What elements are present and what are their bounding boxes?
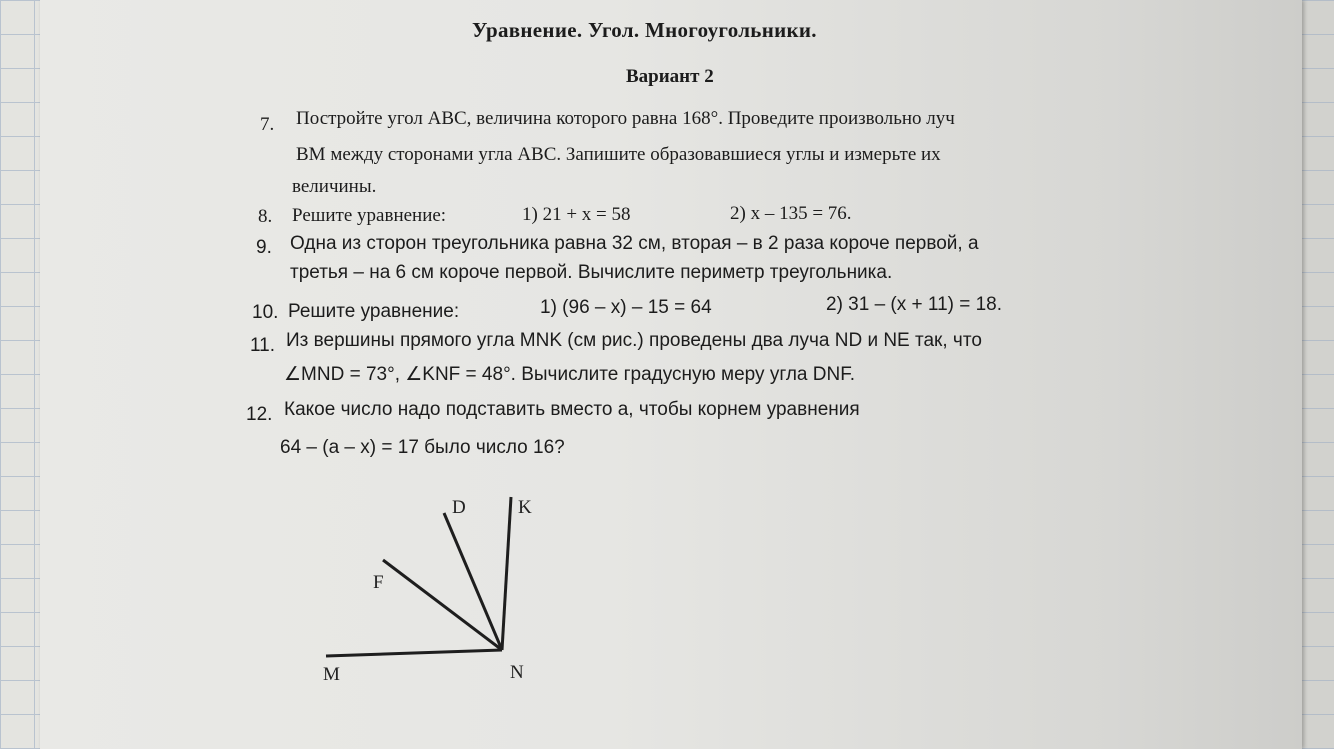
- equation-1: 1) (96 – x) – 15 = 64: [540, 297, 712, 318]
- task-line: Постройте угол АВС, величина которого равна 168°. Проведите произвольно луч: [296, 108, 955, 129]
- variant-label: Вариант 2: [626, 66, 714, 87]
- task-line: величины.: [292, 176, 377, 197]
- ray-NK: [502, 497, 511, 650]
- task-lead: Решите уравнение:: [288, 301, 460, 322]
- equation-2: 2) x – 135 = 76.: [730, 203, 852, 224]
- task-line: Какое число надо подставить вместо a, чтобы корнем уравнения: [284, 399, 860, 420]
- label-D: D: [452, 497, 466, 518]
- task-number: 7.: [260, 114, 275, 135]
- task-line: 64 – (a – x) = 17 было число 16?: [280, 437, 565, 458]
- equation-1: 1) 21 + x = 58: [522, 204, 631, 225]
- label-K: K: [518, 497, 532, 518]
- task-line: ВМ между сторонами угла АВС. Запишите образовавшиеся углы и измерьте их: [296, 144, 941, 165]
- task-line: ∠MND = 73°, ∠KNF = 48°. Вычислите градусную меру угла DNF.: [284, 364, 855, 385]
- label-M: M: [323, 664, 340, 685]
- ray-NM: [326, 650, 502, 656]
- label-N: N: [510, 662, 524, 683]
- task-line: Одна из сторон треугольника равна 32 см, вторая – в 2 раза короче первой, а: [290, 233, 979, 254]
- task-line: Из вершины прямого угла MNK (см рис.) проведены два луча ND и NE так, что: [286, 330, 982, 351]
- page-title: Уравнение. Угол. Многоугольники.: [472, 18, 817, 42]
- equation-2: 2) 31 – (x + 11) = 18.: [826, 294, 1003, 315]
- task-number: 11.: [250, 335, 276, 356]
- task-number: 8.: [258, 206, 273, 227]
- task-number: 10.: [252, 302, 279, 323]
- task-lead: Решите уравнение:: [292, 205, 447, 226]
- label-F: F: [373, 572, 384, 593]
- task-number: 12.: [246, 404, 273, 425]
- task-number: 9.: [256, 237, 272, 258]
- task-line: третья – на 6 см короче первой. Вычислите периметр треугольника.: [290, 262, 893, 283]
